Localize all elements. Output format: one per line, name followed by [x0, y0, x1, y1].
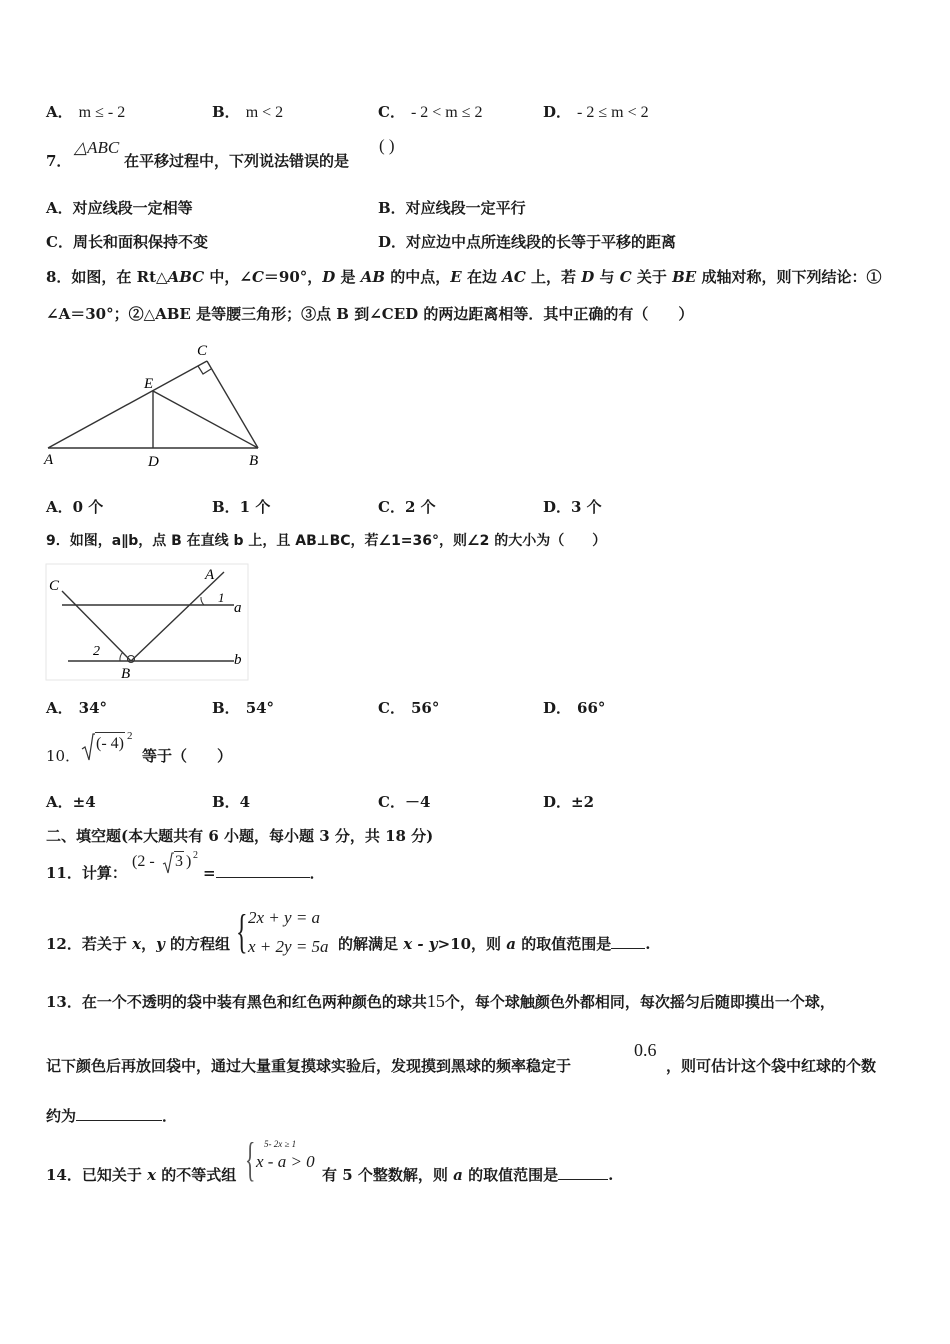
q12-stem-left: 12．若关于 x，y 的方程组: [46, 935, 231, 953]
q14-inequality-2: x - a > 0: [256, 1152, 315, 1171]
q10-option-b: B．4: [212, 793, 251, 811]
q8-label-c: C: [197, 343, 208, 359]
q12-equation-2: x + 2y = 5a: [248, 937, 329, 956]
q9-figure: [44, 562, 250, 684]
q13-line3: 约为 ．: [46, 1107, 178, 1125]
q9-option-c: C． 56°: [378, 699, 440, 717]
q9-segment-ba: [131, 572, 224, 661]
q8-right-angle-mark: [198, 366, 211, 374]
q8-stem-line2: ∠A＝30°；②△ABE 是等腰三角形；③点 B 到∠CED 的两边距离相等．其中正确的有（ ）: [46, 305, 694, 323]
q14-stem-right: 有 5 个整数解，则 a 的取值范围是 .: [322, 1166, 614, 1184]
q7-paren: ( ): [379, 136, 395, 155]
q12-stem-right: 的解满足 x - y>10，则 a 的取值范围是 .: [338, 935, 651, 953]
q10-option-a: A．±4: [46, 793, 96, 811]
q7-triangle: △ABC: [74, 138, 120, 157]
q14-inequality-1: 5- 2x ≥ 1: [264, 1139, 297, 1149]
q8-option-a: A．0 个: [46, 498, 104, 516]
q8-segment-ac: [48, 361, 207, 448]
q11-answer-blank[interactable]: [216, 863, 310, 878]
q9-angle1-arc: [201, 597, 204, 605]
q13-line1: 13．在一个不透明的袋中装有黑色和红色两种颜色的球共15个，每个球触颜色外都相同，每次摇匀后随即摸出一个球，: [46, 991, 835, 1011]
q11-expr-left: (2 -: [132, 853, 155, 870]
q13-frequency: 0.6: [634, 1040, 657, 1060]
q9-option-d: D． 66°: [543, 699, 606, 717]
q8-option-c: C．2 个: [378, 498, 436, 516]
q8-option-d: D．3 个: [543, 498, 602, 516]
q7-option-c: C．周长和面积保持不变: [46, 233, 208, 251]
q6-option-b: B． m < 2: [212, 103, 284, 121]
q7-stem: 在平移过程中，下列说法错误的是: [124, 152, 350, 170]
q8-label-b: B: [249, 453, 259, 469]
q7-number: 7．: [46, 152, 72, 170]
q11-radicand: 3: [175, 853, 183, 870]
q6-option-d: D． - 2 ≤ m < 2: [543, 103, 649, 121]
q10-radicand: (- 4): [95, 732, 125, 753]
q12-answer-blank[interactable]: [611, 934, 645, 949]
q12-brace: {: [236, 905, 248, 958]
q9-label-2: 2: [93, 644, 100, 659]
q9-option-b: B． 54°: [212, 699, 275, 717]
q10-number: 10．: [46, 747, 81, 765]
q7-option-a: A．对应线段一定相等: [46, 199, 193, 217]
q14-stem-left: 14．已知关于 x 的不等式组: [46, 1166, 237, 1184]
q13-line2-right: ，则可估计这个袋中红球的个数: [666, 1057, 877, 1075]
q9-label-a-point: A: [205, 567, 215, 583]
q7-option-d: D．对应边中点所连线段的长等于平移的距离: [378, 233, 677, 251]
q11-exponent: 2: [193, 850, 198, 861]
q9-stem: 9．如图，a∥b，点 B 在直线 b 上，且 AB⊥BC，若∠1=36°，则∠2 的大小为（ ）: [46, 533, 607, 549]
q9-label-1: 1: [218, 590, 225, 605]
q8-segment-eb: [153, 391, 258, 448]
q9-label-c: C: [49, 578, 60, 594]
q13-line2-left: 记下颜色后再放回袋中，通过大量重复摸球实验后，发现摸到黑球的频率稳定于: [46, 1057, 572, 1075]
q14-brace: {: [245, 1133, 256, 1186]
q6-option-c: C． - 2 < m ≤ 2: [378, 103, 483, 121]
q8-label-a: A: [44, 452, 54, 468]
q9-label-b-point: B: [121, 666, 131, 682]
q10-stem: 等于（ ）: [142, 747, 233, 765]
q11-expr-right: ): [186, 853, 192, 870]
q10-option-d: D．±2: [543, 793, 595, 811]
q8-label-d: D: [148, 454, 159, 470]
q13-answer-blank[interactable]: [76, 1106, 162, 1121]
q10-exponent: 2: [127, 730, 133, 742]
q12-equation-1: 2x + y = a: [248, 908, 321, 927]
q9-label-b-line: b: [234, 652, 242, 668]
q9-label-a-line: a: [234, 600, 242, 616]
q8-stem-line1: 8．如图，在 Rt△ABC 中，∠C＝90°，D 是 AB 的中点，E 在边 AC 上，若 D 与 C 关于 BE 成轴对称，则下列结论：①: [46, 268, 882, 286]
q10-option-c: C．－4: [378, 793, 431, 811]
q10-radical-sign: [81, 732, 95, 762]
section-2-heading: 二、填空题(本大题共有 6 小题，每小题 3 分，共 18 分): [46, 827, 434, 845]
q11-label: 11．计算：: [46, 864, 127, 882]
q8-figure: [40, 340, 280, 475]
q8-option-b: B．1 个: [212, 498, 271, 516]
q6-option-a: A． m ≤ - 2: [46, 103, 126, 121]
q11-equals: = ．: [203, 864, 325, 882]
q11-radical-sign: [162, 851, 174, 875]
q8-label-e: E: [144, 376, 154, 392]
q14-answer-blank[interactable]: [558, 1165, 608, 1180]
q7-option-b: B．对应线段一定平行: [378, 199, 526, 217]
q9-option-a: A． 34°: [46, 699, 108, 717]
